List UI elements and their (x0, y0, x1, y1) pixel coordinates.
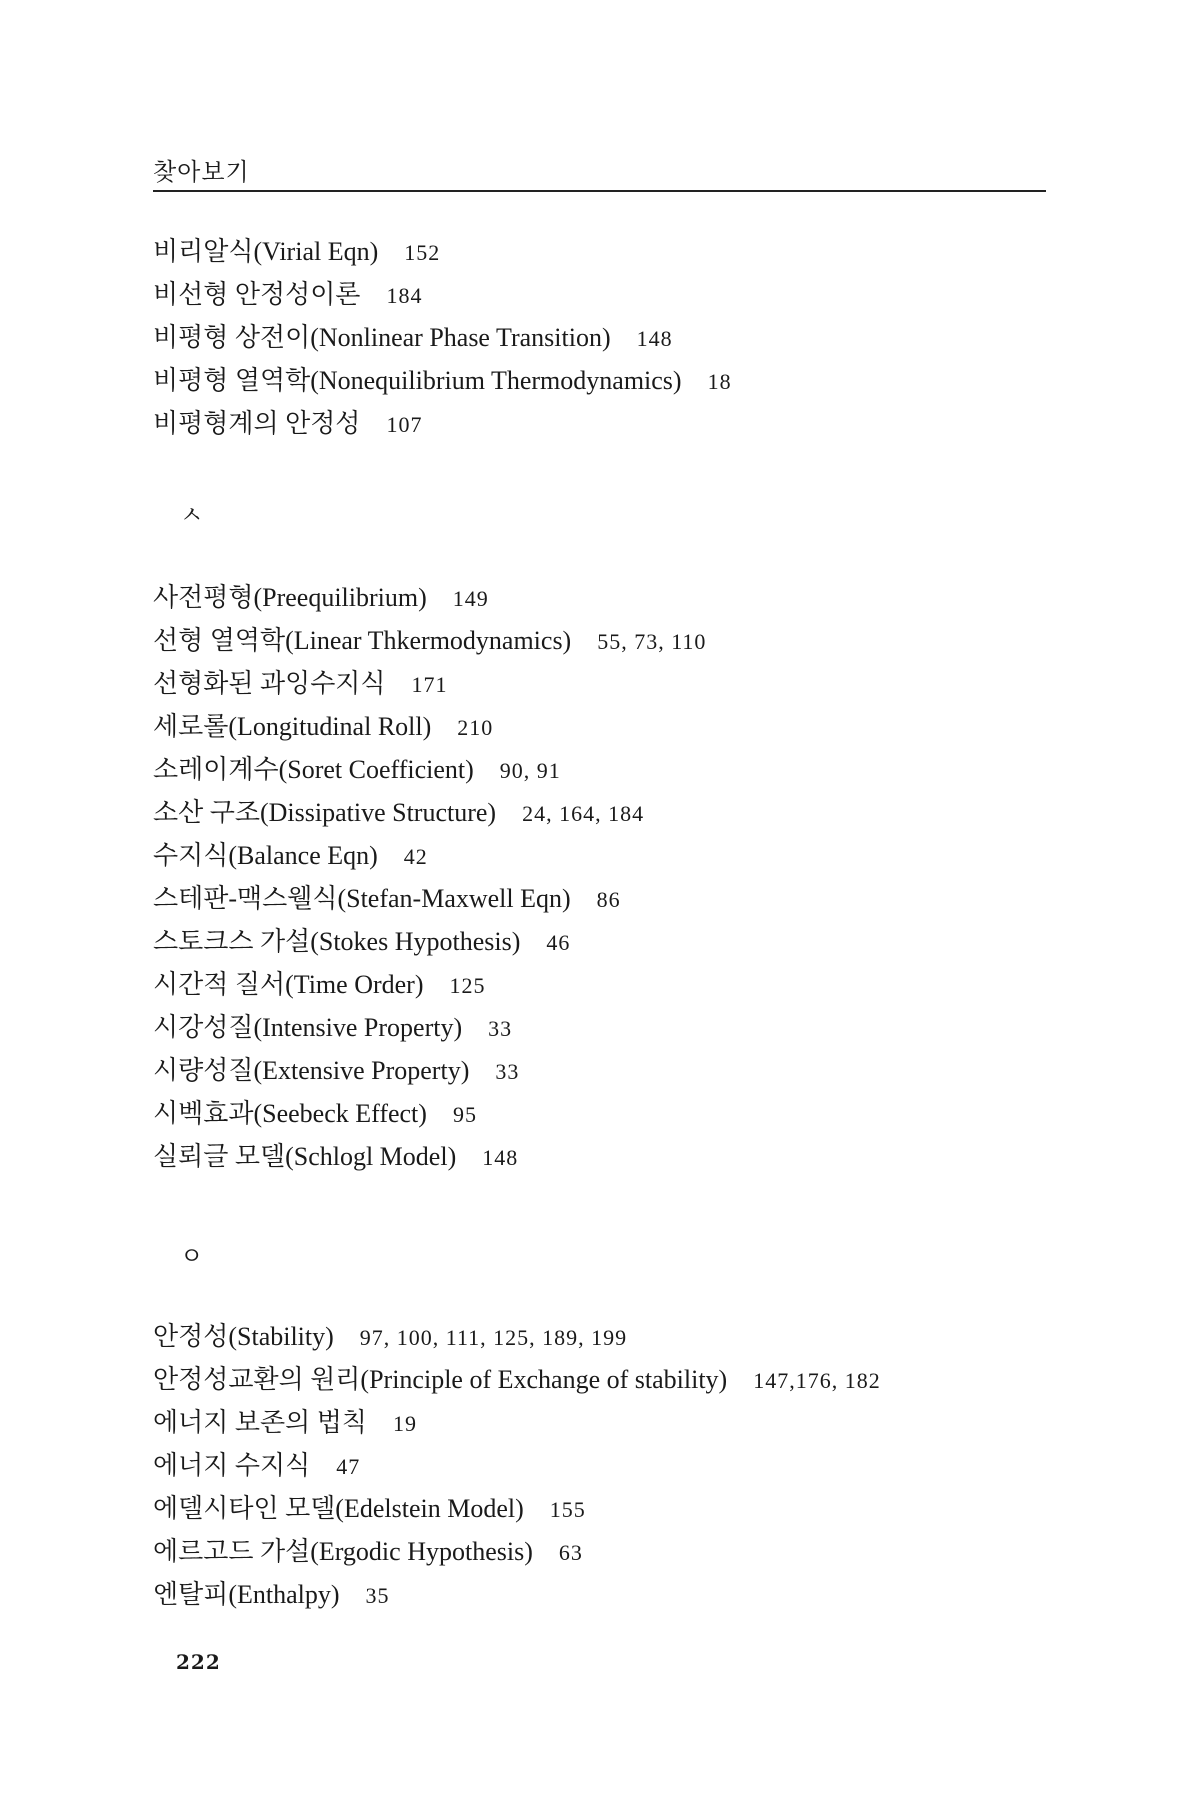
index-group-b (153, 230, 1113, 445)
index-group-o (153, 1315, 1113, 1616)
index-entry (153, 963, 1113, 1006)
entry-pages: 184 (386, 283, 423, 308)
entry-pages: 107 (386, 412, 423, 437)
section-letter-o: ㅇ (180, 1242, 204, 1270)
entry-term: 수지식(Balance Eqn) (153, 841, 378, 870)
entry-term: 에너지 수지식 (153, 1451, 311, 1480)
index-entry (153, 576, 1113, 619)
entry-pages: 148 (482, 1145, 519, 1170)
entry-pages: 33 (488, 1016, 513, 1041)
page-number: 222 (176, 1650, 221, 1674)
entry-term: 시벡효과(Seebeck Effect) (153, 1099, 427, 1128)
entry-term: 비선형 안정성이론 (153, 280, 361, 309)
index-entry (153, 316, 1113, 359)
entry-term: 엔탈피(Enthalpy) (153, 1580, 340, 1609)
index-group-s (153, 576, 1113, 1178)
entry-term: 실뢰글 모델(Schlogl Model) (153, 1142, 457, 1171)
entry-term: 에르고드 가설(Ergodic Hypothesis) (153, 1537, 533, 1566)
entry-term: 소산 구조(Dissipative Structure) (153, 798, 497, 827)
index-entry (153, 748, 1113, 791)
running-header: 찾아보기 (153, 158, 250, 186)
index-entry (153, 1006, 1113, 1049)
entry-pages: 148 (636, 326, 673, 351)
entry-pages: 171 (411, 672, 448, 697)
entry-pages: 42 (403, 844, 428, 869)
index-entry (153, 273, 1113, 316)
entry-term: 스토크스 가설(Stokes Hypothesis) (153, 927, 521, 956)
entry-pages: 33 (495, 1059, 520, 1084)
entry-pages: 35 (365, 1583, 390, 1608)
entry-pages: 97, 100, 111, 125, 189, 199 (359, 1325, 628, 1350)
index-entry (153, 920, 1113, 963)
entry-term: 시간적 질서(Time Order) (153, 970, 424, 999)
entry-pages: 19 (392, 1411, 417, 1436)
entry-pages: 46 (546, 930, 571, 955)
index-entry (153, 877, 1113, 920)
entry-pages: 86 (596, 887, 621, 912)
index-entry (153, 1444, 1113, 1487)
index-entry (153, 359, 1113, 402)
entry-pages: 90, 91 (499, 758, 561, 783)
entry-pages: 55, 73, 110 (597, 629, 707, 654)
entry-pages: 24, 164, 184 (522, 801, 645, 826)
entry-term: 스테판-맥스웰식(Stefan-Maxwell Eqn) (153, 884, 571, 913)
section-letter-s: ㅅ (180, 501, 204, 529)
entry-pages: 149 (452, 586, 489, 611)
index-entry (153, 705, 1113, 748)
entry-pages: 63 (558, 1540, 583, 1565)
entry-term: 선형 열역학(Linear Thkermodynamics) (153, 626, 572, 655)
index-entry (153, 1401, 1113, 1444)
entry-term: 소레이계수(Soret Coefficient) (153, 755, 474, 784)
index-entry (153, 230, 1113, 273)
entry-pages: 210 (457, 715, 494, 740)
entry-term: 에델시타인 모델(Edelstein Model) (153, 1494, 524, 1523)
entry-pages: 152 (404, 240, 441, 265)
index-entry (153, 402, 1113, 445)
index-entry (153, 834, 1113, 877)
entry-pages: 147,176, 182 (753, 1368, 881, 1393)
entry-pages: 18 (707, 369, 732, 394)
entry-term: 비리알식(Virial Eqn) (153, 237, 379, 266)
index-entry (153, 1487, 1113, 1530)
entry-term: 시강성질(Intensive Property) (153, 1013, 463, 1042)
entry-term: 비평형 열역학(Nonequilibrium Thermodynamics) (153, 366, 682, 395)
entry-pages: 47 (336, 1454, 361, 1479)
entry-term: 선형화된 과잉수지식 (153, 669, 386, 698)
index-entry (153, 791, 1113, 834)
entry-pages: 155 (549, 1497, 586, 1522)
index-entry (153, 1573, 1113, 1616)
index-entry (153, 1358, 1113, 1401)
index-entry (153, 619, 1113, 662)
index-entry (153, 1315, 1113, 1358)
entry-term: 비평형계의 안정성 (153, 409, 361, 438)
entry-term: 사전평형(Preequilibrium) (153, 583, 427, 612)
entry-term: 에너지 보존의 법칙 (153, 1408, 367, 1437)
entry-term: 비평형 상전이(Nonlinear Phase Transition) (153, 323, 611, 352)
index-entry (153, 1092, 1113, 1135)
entry-term: 세로롤(Longitudinal Roll) (153, 712, 432, 741)
entry-term: 시량성질(Extensive Property) (153, 1056, 470, 1085)
entry-term: 안정성(Stability) (153, 1322, 334, 1351)
entry-pages: 125 (449, 973, 486, 998)
header-rule (153, 190, 1046, 192)
entry-pages: 95 (452, 1102, 477, 1127)
index-entry (153, 1049, 1113, 1092)
index-entry (153, 1530, 1113, 1573)
index-entry (153, 662, 1113, 705)
entry-term: 안정성교환의 원리(Principle of Exchange of stability) (153, 1365, 728, 1394)
index-entry (153, 1135, 1113, 1178)
